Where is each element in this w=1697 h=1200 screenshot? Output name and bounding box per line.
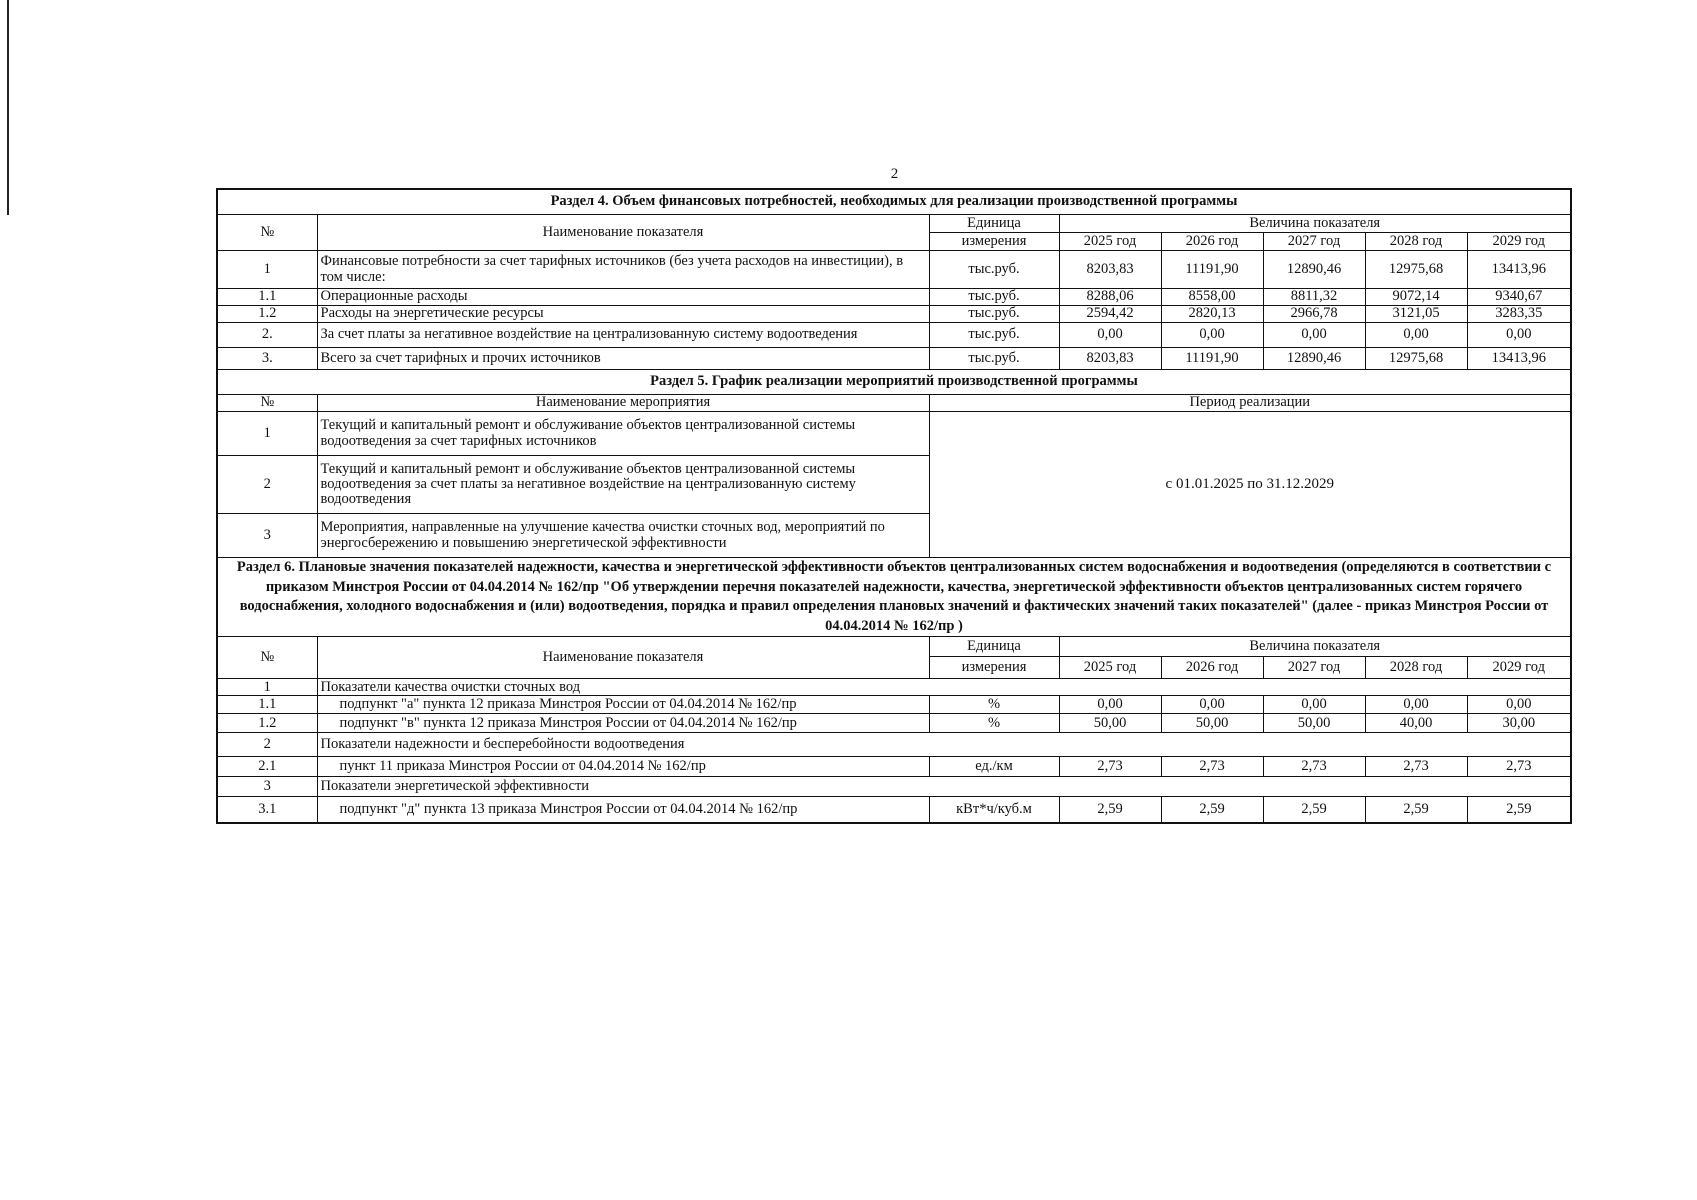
row-name: Расходы на энергетические ресурсы bbox=[317, 306, 929, 323]
table-row bbox=[217, 696, 1571, 714]
page-number: 2 bbox=[890, 166, 899, 182]
row-number: 2. bbox=[217, 323, 317, 348]
row-number: 3 bbox=[217, 777, 317, 797]
row-name: За счет платы за негативное воздействие на централизованную систему водоотведения bbox=[317, 323, 929, 348]
section5-col-period: Период реализации bbox=[929, 395, 1571, 412]
row-number: 1.2 bbox=[217, 306, 317, 323]
row-value: 12890,46 bbox=[1263, 348, 1365, 370]
year-header: 2025 год bbox=[1059, 657, 1161, 679]
row-name: Текущий и капитальный ремонт и обслуживание объектов централизованной системы водоотведения за счет платы за негативное воздействие на централизованную систему водоотведения bbox=[317, 456, 929, 514]
row-value: 3121,05 bbox=[1365, 306, 1467, 323]
row-value: 2,59 bbox=[1263, 797, 1365, 823]
section5-header-row bbox=[217, 395, 1571, 412]
row-number: 3 bbox=[217, 514, 317, 558]
row-value: 2,73 bbox=[1263, 757, 1365, 777]
row-value: 30,00 bbox=[1467, 714, 1571, 733]
year-header: 2025 год bbox=[1059, 233, 1161, 251]
row-value: 8288,06 bbox=[1059, 289, 1161, 306]
table-row bbox=[217, 797, 1571, 823]
row-value: 13413,96 bbox=[1467, 251, 1571, 289]
section4-col-name: Наименование показателя bbox=[317, 215, 929, 251]
row-number: 1.2 bbox=[217, 714, 317, 733]
row-value: 40,00 bbox=[1365, 714, 1467, 733]
row-name: пункт 11 приказа Минстроя России от 04.04.2014 № 162/пр bbox=[317, 757, 929, 777]
row-value: 50,00 bbox=[1263, 714, 1365, 733]
section6-col-name: Наименование показателя bbox=[317, 637, 929, 679]
year-header: 2027 год bbox=[1263, 657, 1365, 679]
group-name: Показатели надежности и бесперебойности водоотведения bbox=[317, 733, 1571, 757]
table-row bbox=[217, 289, 1571, 306]
row-number: 1 bbox=[217, 679, 317, 696]
row-number: 3.1 bbox=[217, 797, 317, 823]
section6-header-row-1 bbox=[217, 637, 1571, 657]
group-name: Показатели качества очистки сточных вод bbox=[317, 679, 1571, 696]
row-number: 1 bbox=[217, 251, 317, 289]
section4-col-unit-2: измерения bbox=[929, 233, 1059, 251]
row-value: 2,73 bbox=[1059, 757, 1161, 777]
row-number: 2 bbox=[217, 456, 317, 514]
table-row bbox=[217, 757, 1571, 777]
section4-col-unit-1: Единица bbox=[929, 215, 1059, 233]
row-value: 12975,68 bbox=[1365, 348, 1467, 370]
row-value: 0,00 bbox=[1467, 323, 1571, 348]
row-number: 2 bbox=[217, 733, 317, 757]
row-value: 8203,83 bbox=[1059, 251, 1161, 289]
table-row bbox=[217, 323, 1571, 348]
row-value: 8558,00 bbox=[1161, 289, 1263, 306]
row-value: 11191,90 bbox=[1161, 251, 1263, 289]
row-value: 12975,68 bbox=[1365, 251, 1467, 289]
group-name: Показатели энергетической эффективности bbox=[317, 777, 1571, 797]
section4-title-row bbox=[217, 189, 1571, 215]
row-value: 2,59 bbox=[1161, 797, 1263, 823]
row-unit: ед./км bbox=[929, 757, 1059, 777]
year-header: 2028 год bbox=[1365, 233, 1467, 251]
row-unit: % bbox=[929, 696, 1059, 714]
row-value: 50,00 bbox=[1161, 714, 1263, 733]
period-value: с 01.01.2025 по 31.12.2029 bbox=[929, 412, 1571, 558]
row-number: 2.1 bbox=[217, 757, 317, 777]
row-number: 1.1 bbox=[217, 696, 317, 714]
year-header: 2029 год bbox=[1467, 657, 1571, 679]
row-name: подпункт "а" пункта 12 приказа Минстроя России от 04.04.2014 № 162/пр bbox=[317, 696, 929, 714]
row-name: подпункт "д" пункта 13 приказа Минстроя России от 04.04.2014 № 162/пр bbox=[317, 797, 929, 823]
section6-title: Раздел 6. Плановые значения показателей надежности, качества и энергетической эффективности объектов централизованных систем водоснабжения и водоотведения (определяются в соответствии с приказом Минстроя России от 04.04.2014 № 162/пр "Об утверждении перечня показателей надежности, качества, энергетической эффективности объектов централизованных систем горячего водоснабжения, холодного водоснабжения и (или) водоотведения, порядка и правил определения плановых значений и фактических значений таких показателей" (далее - приказ Минстроя России от 04.04.2014 № 162/пр ) bbox=[217, 558, 1571, 637]
year-header: 2027 год bbox=[1263, 233, 1365, 251]
year-header: 2026 год bbox=[1161, 233, 1263, 251]
row-value: 0,00 bbox=[1059, 323, 1161, 348]
year-header: 2026 год bbox=[1161, 657, 1263, 679]
row-name: подпункт "в" пункта 12 приказа Минстроя России от 04.04.2014 № 162/пр bbox=[317, 714, 929, 733]
row-value: 0,00 bbox=[1161, 323, 1263, 348]
row-value: 0,00 bbox=[1263, 323, 1365, 348]
row-unit: тыс.руб. bbox=[929, 348, 1059, 370]
row-value: 13413,96 bbox=[1467, 348, 1571, 370]
row-value: 0,00 bbox=[1365, 696, 1467, 714]
row-value: 2,59 bbox=[1365, 797, 1467, 823]
row-value: 0,00 bbox=[1365, 323, 1467, 348]
row-value: 0,00 bbox=[1059, 696, 1161, 714]
section5-col-no: № bbox=[217, 395, 317, 412]
year-header: 2028 год bbox=[1365, 657, 1467, 679]
row-unit: кВт*ч/куб.м bbox=[929, 797, 1059, 823]
row-value: 0,00 bbox=[1467, 696, 1571, 714]
row-value: 2594,42 bbox=[1059, 306, 1161, 323]
group-row bbox=[217, 733, 1571, 757]
row-value: 2,73 bbox=[1365, 757, 1467, 777]
row-value: 2966,78 bbox=[1263, 306, 1365, 323]
section5-title: Раздел 5. График реализации мероприятий производственной программы bbox=[217, 370, 1571, 395]
row-value: 2,59 bbox=[1467, 797, 1571, 823]
row-value: 8203,83 bbox=[1059, 348, 1161, 370]
row-name: Мероприятия, направленные на улучшение качества очистки сточных вод, мероприятий по энергосбережению и повышению энергетической эффективности bbox=[317, 514, 929, 558]
section4-header-row-1 bbox=[217, 215, 1571, 233]
section5-col-name: Наименование мероприятия bbox=[317, 395, 929, 412]
row-value: 2,73 bbox=[1467, 757, 1571, 777]
row-unit: тыс.руб. bbox=[929, 306, 1059, 323]
row-value: 11191,90 bbox=[1161, 348, 1263, 370]
row-number: 3. bbox=[217, 348, 317, 370]
section4-title: Раздел 4. Объем финансовых потребностей, необходимых для реализации производственной программы bbox=[217, 189, 1571, 215]
row-value: 3283,35 bbox=[1467, 306, 1571, 323]
row-name: Операционные расходы bbox=[317, 289, 929, 306]
section6-col-unit-2: измерения bbox=[929, 657, 1059, 679]
row-name: Финансовые потребности за счет тарифных источников (без учета расходов на инвестиции), в том числе: bbox=[317, 251, 929, 289]
row-value: 8811,32 bbox=[1263, 289, 1365, 306]
row-value: 2,73 bbox=[1161, 757, 1263, 777]
table-row bbox=[217, 251, 1571, 289]
section6-col-no: № bbox=[217, 637, 317, 679]
section4-col-value: Величина показателя bbox=[1059, 215, 1571, 233]
row-number: 1.1 bbox=[217, 289, 317, 306]
table-row bbox=[217, 714, 1571, 733]
group-row bbox=[217, 679, 1571, 696]
year-header: 2029 год bbox=[1467, 233, 1571, 251]
table-row bbox=[217, 412, 1571, 456]
row-name: Текущий и капитальный ремонт и обслуживание объектов централизованной системы водоотведения за счет тарифных источников bbox=[317, 412, 929, 456]
group-row bbox=[217, 777, 1571, 797]
table-row bbox=[217, 348, 1571, 370]
row-value: 9340,67 bbox=[1467, 289, 1571, 306]
row-value: 0,00 bbox=[1263, 696, 1365, 714]
row-unit: тыс.руб. bbox=[929, 323, 1059, 348]
section6-col-unit-1: Единица bbox=[929, 637, 1059, 657]
row-value: 2,59 bbox=[1059, 797, 1161, 823]
row-value: 9072,14 bbox=[1365, 289, 1467, 306]
section5-title-row bbox=[217, 370, 1571, 395]
row-unit: % bbox=[929, 714, 1059, 733]
row-value: 2820,13 bbox=[1161, 306, 1263, 323]
row-unit: тыс.руб. bbox=[929, 289, 1059, 306]
row-value: 12890,46 bbox=[1263, 251, 1365, 289]
row-value: 50,00 bbox=[1059, 714, 1161, 733]
table-row bbox=[217, 306, 1571, 323]
row-unit: тыс.руб. bbox=[929, 251, 1059, 289]
row-name: Всего за счет тарифных и прочих источников bbox=[317, 348, 929, 370]
section6-col-value: Величина показателя bbox=[1059, 637, 1571, 657]
production-program-table bbox=[216, 188, 1572, 824]
section6-title-row bbox=[217, 558, 1571, 637]
row-number: 1 bbox=[217, 412, 317, 456]
section4-col-no: № bbox=[217, 215, 317, 251]
row-value: 0,00 bbox=[1161, 696, 1263, 714]
